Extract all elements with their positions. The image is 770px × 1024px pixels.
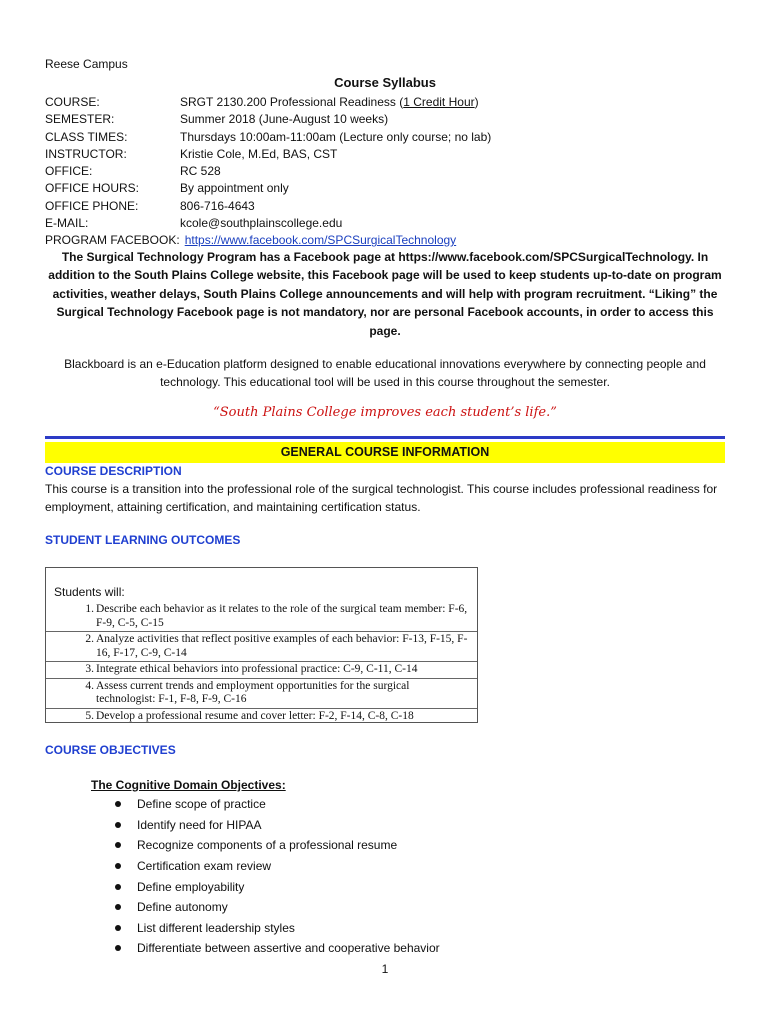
slo-item bbox=[46, 631, 477, 661]
slo-text: Describe each behavior as it relates to the role of the surgical team member: F-6, F-9, C-5, C-15 bbox=[96, 603, 468, 629]
list-item: Define autonomy bbox=[115, 897, 440, 918]
section-divider bbox=[45, 436, 725, 439]
office-hours-label: OFFICE HOURS: bbox=[45, 181, 140, 196]
slo-heading: STUDENT LEARNING OUTCOMES bbox=[45, 533, 241, 547]
list-item: Recognize components of a professional resume bbox=[115, 835, 440, 856]
email-row bbox=[45, 215, 491, 232]
facebook-label: PROGRAM FACEBOOK: bbox=[45, 233, 180, 248]
bullet-icon bbox=[115, 945, 121, 951]
list-item: Differentiate between assertive and cooperative behavior bbox=[115, 938, 440, 959]
course-value: SRGT 2130.200 Professional Readiness (1 Credit Hour) bbox=[180, 95, 479, 109]
office-phone-value: 806-716-4643 bbox=[180, 198, 255, 213]
list-item: Define employability bbox=[115, 876, 440, 897]
credit-hour: 1 Credit Hour bbox=[403, 95, 475, 109]
list-item: Define scope of practice bbox=[115, 794, 440, 815]
slo-text: Analyze activities that reflect positive examples of each behavior: F-13, F-15, F-16, F-17, C-9, C-14 bbox=[96, 633, 468, 659]
office-phone-label: OFFICE PHONE: bbox=[45, 198, 139, 213]
bullet-icon bbox=[115, 842, 121, 848]
college-motto: “South Plains College improves each student’s life.” bbox=[213, 405, 557, 420]
office-hours-row bbox=[45, 180, 491, 197]
objectives-list bbox=[115, 794, 440, 959]
slo-item bbox=[46, 602, 477, 631]
document-title: Course Syllabus bbox=[334, 75, 436, 90]
slo-text: Integrate ethical behaviors into professional practice: C-9, C-11, C-14 bbox=[96, 663, 418, 675]
bullet-icon bbox=[115, 801, 121, 807]
class-times-value: Thursdays 10:00am-11:00am (Lecture only course; no lab) bbox=[180, 129, 492, 144]
list-item: List different leadership styles bbox=[115, 918, 440, 939]
slo-item bbox=[46, 708, 477, 725]
class-times-row bbox=[45, 129, 491, 146]
course-description-text: This course is a transition into the professional role of the surgical technologist. This course includes professional readiness for employment, attaining certification, and maintaining certification status. bbox=[45, 482, 718, 514]
office-value: RC 528 bbox=[180, 164, 221, 179]
office-label: OFFICE: bbox=[45, 164, 93, 179]
slo-number: 4. bbox=[85, 679, 94, 692]
slo-text: Develop a professional resume and cover letter: F-2, F-14, C-8, C-18 bbox=[96, 709, 414, 722]
slo-number: 5. bbox=[85, 709, 94, 722]
general-info-heading: GENERAL COURSE INFORMATION bbox=[45, 442, 725, 463]
office-phone-row bbox=[45, 198, 491, 215]
bullet-icon bbox=[115, 925, 121, 931]
course-info-block bbox=[45, 94, 491, 250]
page-number: 1 bbox=[381, 962, 389, 976]
slo-text: Assess current trends and employment opportunities for the surgical technologist: F-1, F-8, F-9, C-16 bbox=[96, 679, 410, 705]
slo-number: 2. bbox=[85, 633, 94, 645]
class-times-label: CLASS TIMES: bbox=[45, 129, 128, 144]
slo-number: 3. bbox=[85, 663, 94, 675]
instructor-value: Kristie Cole, M.Ed, BAS, CST bbox=[180, 146, 338, 161]
course-description-heading: COURSE DESCRIPTION bbox=[45, 464, 182, 478]
campus-name: Reese Campus bbox=[45, 57, 128, 71]
office-row bbox=[45, 163, 491, 180]
slo-item bbox=[46, 661, 477, 678]
instructor-row bbox=[45, 146, 491, 163]
bullet-icon bbox=[115, 863, 121, 869]
list-item: Identify need for HIPAA bbox=[115, 815, 440, 836]
semester-label: SEMESTER: bbox=[45, 112, 115, 127]
semester-row bbox=[45, 111, 491, 128]
bullet-icon bbox=[115, 822, 121, 828]
slo-intro: Students will: bbox=[54, 585, 125, 599]
email-value: kcole@southplainscollege.edu bbox=[180, 216, 343, 231]
slo-number: 1. bbox=[85, 603, 94, 615]
bullet-icon bbox=[115, 884, 121, 890]
instructor-label: INSTRUCTOR: bbox=[45, 146, 127, 161]
email-label: E-MAIL: bbox=[45, 216, 89, 231]
slo-table bbox=[45, 567, 478, 723]
slo-list bbox=[46, 602, 477, 724]
office-hours-value: By appointment only bbox=[180, 181, 289, 196]
course-row bbox=[45, 94, 491, 111]
slo-item bbox=[46, 678, 477, 708]
bullet-icon bbox=[115, 904, 121, 910]
course-objectives-heading: COURSE OBJECTIVES bbox=[45, 743, 176, 757]
blackboard-paragraph: Blackboard is an e-Education platform designed to enable educational innovations everywhere by connecting people and technology. This educational tool will be used in this course throughout the semester. bbox=[64, 357, 706, 389]
list-item: Certification exam review bbox=[115, 856, 440, 877]
facebook-link[interactable]: https://www.facebook.com/SPCSurgicalTechnology bbox=[184, 233, 457, 248]
facebook-notice: The Surgical Technology Program has a Facebook page at https://www.facebook.com/SPCSurgicalTechnology. In addition to the South Plains College website, this Facebook page will be used to keep students up-to-date on program activities, weather delays, South Plains College announcements and will help with program recruitment. “Liking” the Surgical Technology Facebook page is not mandatory, nor are personal Facebook accounts, in order to access this page. bbox=[48, 250, 722, 338]
course-label: COURSE: bbox=[45, 95, 100, 109]
semester-value: Summer 2018 (June-August 10 weeks) bbox=[180, 112, 389, 127]
cognitive-domain-heading: The Cognitive Domain Objectives: bbox=[91, 778, 286, 792]
